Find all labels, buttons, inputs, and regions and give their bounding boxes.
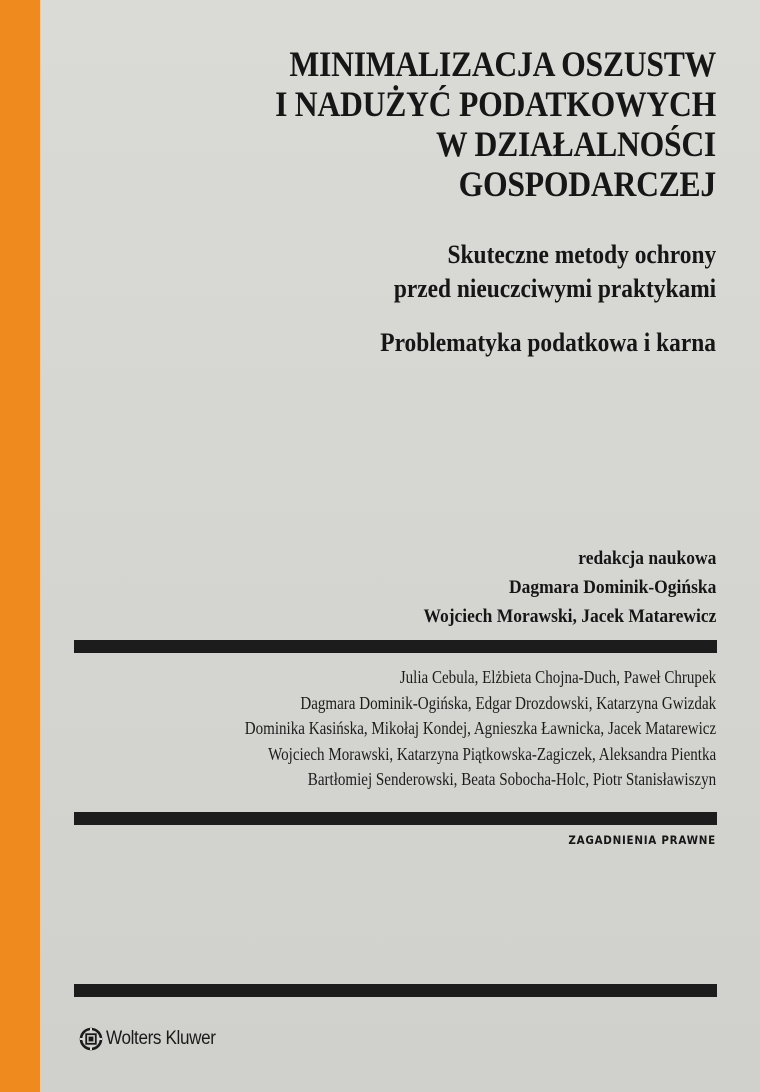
editors-block	[423, 544, 716, 631]
wolters-kluwer-logo-icon	[79, 1027, 103, 1051]
authors-line: Wojciech Morawski, Katarzyna Piątkowska-Zagiczek, Aleksandra Pientka	[267, 743, 716, 764]
editors-label: redakcja naukowa	[577, 548, 716, 569]
book-title	[153, 44, 716, 204]
title-line: W DZIAŁALNOŚCI	[435, 124, 716, 164]
authors-line: Dominika Kasińska, Mikołaj Kondej, Agnieszka Ławnicka, Jacek Matarewicz	[244, 718, 716, 738]
authors-line: Bartłomiej Senderowski, Beata Sobocha-Holc, Piotr Stanisławiszyn	[307, 769, 716, 789]
title-line: I NADUŻYĆ PODATKOWYCH	[275, 84, 716, 124]
book-secondary-subtitle: Problematyka podatkowa i karna	[380, 328, 716, 357]
publisher-brand	[79, 1024, 228, 1054]
subtitle-line: przed nieuczciwymi praktykami	[393, 274, 716, 303]
publisher-name: Wolters Kluwer	[106, 1028, 216, 1049]
divider-bar	[74, 640, 717, 653]
authors-list	[245, 665, 716, 793]
divider-bar	[74, 812, 717, 825]
editor-names: Dagmara Dominik-Ogińska	[508, 577, 716, 598]
editor-names: Wojciech Morawski, Jacek Matarewicz	[423, 606, 716, 627]
authors-line: Dagmara Dominik-Ogińska, Edgar Drozdowski, Katarzyna Gwizdak	[300, 692, 716, 713]
title-line: GOSPODARCZEJ	[458, 164, 716, 204]
title-line: MINIMALIZACJA OSZUSTW	[289, 44, 716, 84]
book-subtitle	[394, 238, 716, 306]
orange-accent-stripe	[0, 0, 40, 1092]
series-label: ZAGADNIENIA PRAWNE	[568, 833, 716, 847]
divider-bar	[74, 984, 717, 997]
authors-line: Julia Cebula, Elżbieta Chojna-Duch, Paweł Chrupek	[399, 667, 716, 687]
subtitle-line: Skuteczne metody ochrony	[447, 240, 716, 269]
